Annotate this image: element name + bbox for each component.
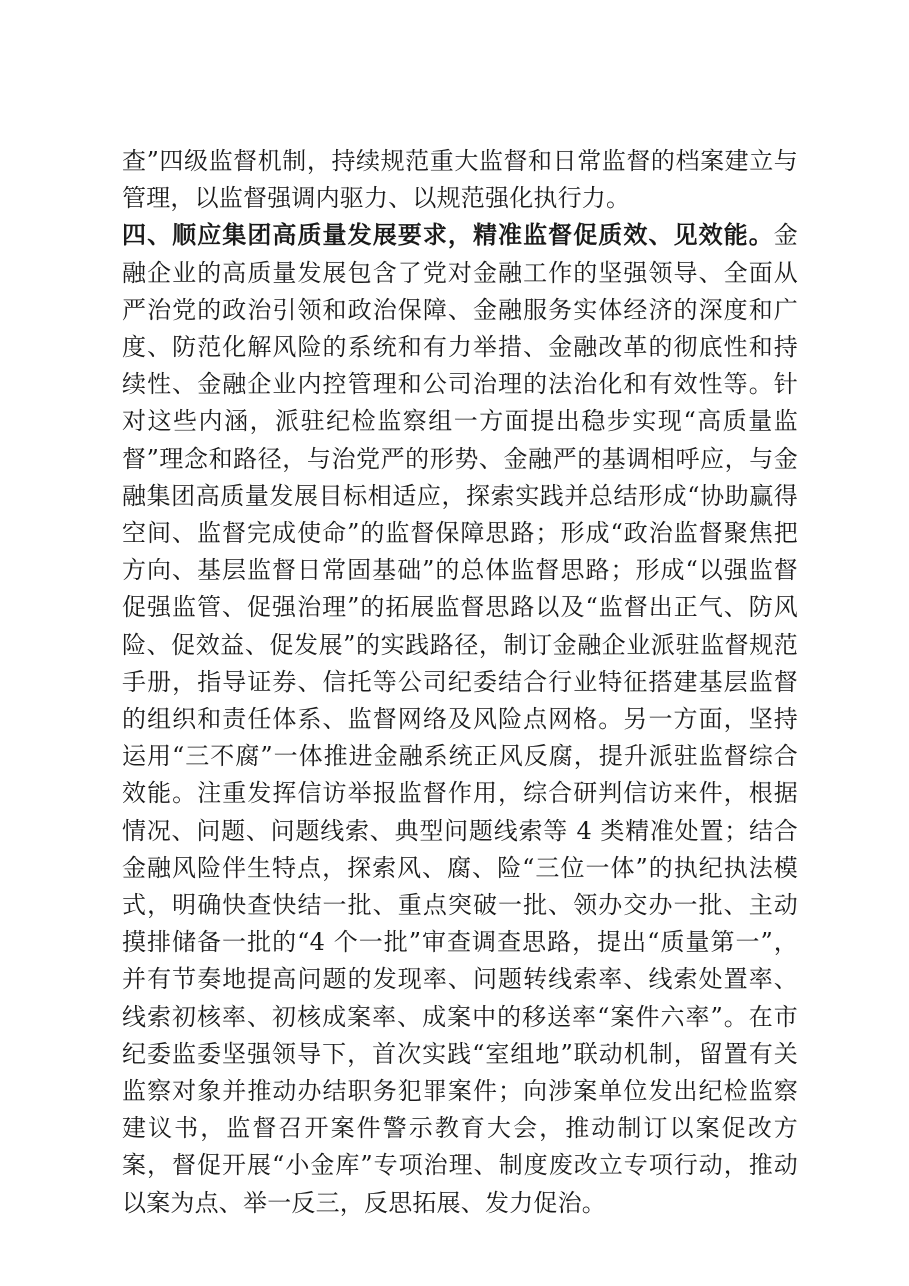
- section-4-paragraph: [122, 217, 798, 1221]
- section-4-heading: 四、顺应集团高质量发展要求，精准监督促质效、见效能。: [122, 221, 774, 250]
- section-4-body: 金融企业的高质量发展包含了党对金融工作的坚强领导、全面从严治党的政治引领和政治保障、金融服务实体经济的深度和广度、防范化解风险的系统和有力举措、金融改革的彻底性和持续性、金融企业内控管理和公司治理的法治化和有效性等。针对这些内涵，派驻纪检监察组一方面提出稳步实现“高质量监督”理念和路径，与治党严的形势、金融严的基调相呼应，与金融集团高质量发展目标相适应，探索实践并总结形成“协助赢得空间、监督完成使命”的监督保障思路；形成“政治监督聚焦把方向、基层监督日常固基础”的总体监督思路；形成“以强监督促强监管、促强治理”的拓展监督思路以及“监督出正气、防风险、促效益、促发展”的实践路径，制订金融企业派驻监督规范手册，指导证券、信托等公司纪委结合行业特征搭建基层监督的组织和责任体系、监督网络及风险点网格。另一方面，坚持运用“三不腐”一体推进金融系统正风反腐，提升派驻监督综合效能。注重发挥信访举报监督作用，综合研判信访来件，根据情况、问题、问题线索、典型问题线索等 4 类精准处置；结合金融风险伴生特点，探索风、腐、险“三位一体”的执纪执法模式，明确快查快结一批、重点突破一批、领办交办一批、主动摸排储备一批的“4 个一批”审查调查思路，提出“质量第一”，并有节奏地提高问题的发现率、问题转线索率、线索处置率、线索初核率、初核成案率、成案中的移送率“案件六率”。在市纪委监委坚强领导下，首次实践“室组地”联动机制，留置有关监察对象并推动办结职务犯罪案件；向涉案单位发出纪检监察建议书，监督召开案件警示教育大会，推动制订以案促改方案，督促开展“小金库”专项治理、制度废改立专项行动，推动以案为点、举一反三，反思拓展、发力促治。: [122, 221, 798, 1217]
- paragraph-continuation: 查”四级监督机制，持续规范重大监督和日常监督的档案建立与管理，以监督强调内驱力、以规范强化执行力。: [122, 147, 798, 213]
- document-page: [122, 143, 798, 1222]
